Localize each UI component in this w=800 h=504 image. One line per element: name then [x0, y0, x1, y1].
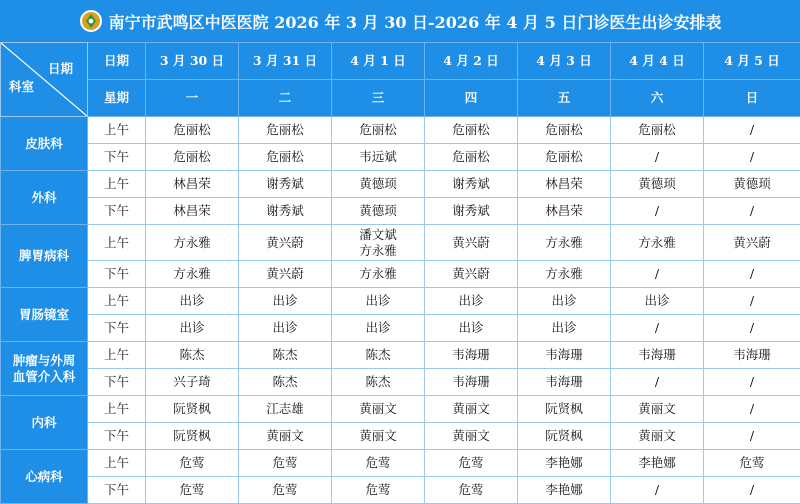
doctor-name: 黄德顼 [704, 176, 800, 192]
department-name-cell [1, 225, 88, 288]
weekday-header: 四 [425, 80, 518, 117]
period-cell: 上午 [88, 225, 146, 261]
doctor-name: 危丽松 [146, 122, 238, 138]
doctor-name: 黄丽文 [425, 428, 517, 444]
weekday-row-label: 星期 [88, 80, 146, 117]
doctor-name: 危丽松 [146, 149, 238, 165]
doctor-cell [332, 171, 425, 198]
department-name: 心病科 [25, 469, 63, 484]
corner-date-label: 日期 [48, 61, 73, 77]
doctor-name: / [704, 482, 800, 498]
doctor-cell [425, 171, 518, 198]
doctor-cell [146, 261, 239, 288]
date-header: 4 月 5 日 [704, 43, 800, 80]
doctor-cell [611, 477, 704, 504]
doctor-cell [425, 198, 518, 225]
weekday-header: 日 [704, 80, 800, 117]
doctor-cell [704, 315, 800, 342]
doctor-name: 陈杰 [146, 347, 238, 363]
doctor-name: 韦远斌 [332, 149, 424, 165]
doctor-name: 潘文斌 方永雅 [332, 227, 424, 258]
doctor-cell [611, 450, 704, 477]
date-row-label: 日期 [88, 43, 146, 80]
date-header: 4 月 1 日 [332, 43, 425, 80]
doctor-cell [704, 477, 800, 504]
doctor-cell [239, 288, 332, 315]
doctor-cell [239, 315, 332, 342]
doctor-cell [239, 117, 332, 144]
doctor-name: 方永雅 [518, 266, 610, 282]
doctor-cell [332, 423, 425, 450]
doctor-cell [239, 171, 332, 198]
doctor-name: 危丽松 [425, 122, 517, 138]
period-cell: 下午 [88, 198, 146, 225]
doctor-cell [239, 144, 332, 171]
doctor-name: 出诊 [332, 293, 424, 309]
doctor-name: 黄德顼 [332, 176, 424, 192]
doctor-name: 韦海珊 [518, 347, 610, 363]
doctor-name: 陈杰 [332, 347, 424, 363]
doctor-name: 黄丽文 [611, 428, 703, 444]
doctor-name: 危莺 [239, 455, 331, 471]
doctor-name: / [704, 293, 800, 309]
doctor-cell [239, 369, 332, 396]
doctor-name: 危莺 [704, 455, 800, 471]
department-name-cell [1, 450, 88, 504]
doctor-name: 危莺 [146, 482, 238, 498]
doctor-cell [146, 423, 239, 450]
doctor-cell [239, 450, 332, 477]
doctor-name: / [704, 203, 800, 219]
doctor-name: 黄德顼 [332, 203, 424, 219]
doctor-cell [425, 396, 518, 423]
doctor-name: 方永雅 [332, 266, 424, 282]
doctor-name: / [704, 401, 800, 417]
department-name: 脾胃病科 [19, 248, 69, 263]
department-name-cell [1, 342, 88, 396]
doctor-cell [146, 171, 239, 198]
schedule-row [1, 450, 800, 477]
doctor-cell [611, 342, 704, 369]
doctor-cell [425, 423, 518, 450]
doctor-cell [611, 396, 704, 423]
doctor-name: / [611, 320, 703, 336]
doctor-name: 出诊 [332, 320, 424, 336]
corner-header-cell [1, 43, 88, 117]
doctor-cell [332, 288, 425, 315]
doctor-name: 方永雅 [611, 235, 703, 251]
doctor-cell [332, 225, 425, 261]
doctor-name: 危莺 [239, 482, 331, 498]
doctor-cell [611, 288, 704, 315]
doctor-cell [704, 171, 800, 198]
doctor-name: 黄丽文 [425, 401, 517, 417]
doctor-cell [518, 450, 611, 477]
doctor-cell [611, 261, 704, 288]
title-bar [0, 0, 800, 42]
department-name: 胃肠镜室 [19, 307, 69, 322]
doctor-cell [425, 261, 518, 288]
doctor-name: 危莺 [332, 455, 424, 471]
doctor-cell [518, 171, 611, 198]
doctor-cell [146, 198, 239, 225]
doctor-cell [518, 198, 611, 225]
department-name-cell [1, 396, 88, 450]
doctor-name: 危莺 [425, 482, 517, 498]
weekday-header: 六 [611, 80, 704, 117]
department-name: 皮肤科 [25, 136, 63, 151]
doctor-name: 黄德顼 [611, 176, 703, 192]
doctor-name: / [704, 374, 800, 390]
doctor-cell [146, 450, 239, 477]
doctor-cell [146, 315, 239, 342]
doctor-name: 林昌荣 [146, 176, 238, 192]
doctor-name: 谢秀斌 [425, 203, 517, 219]
doctor-cell [611, 171, 704, 198]
doctor-cell [704, 225, 800, 261]
doctor-cell [518, 144, 611, 171]
schedule-row [1, 261, 800, 288]
doctor-name: 黄兴蔚 [239, 235, 331, 251]
doctor-cell [332, 117, 425, 144]
date-header: 4 月 2 日 [425, 43, 518, 80]
doctor-cell [518, 261, 611, 288]
date-header: 4 月 3 日 [518, 43, 611, 80]
doctor-cell [146, 396, 239, 423]
doctor-name: 谢秀斌 [239, 203, 331, 219]
date-header: 3 月 30 日 [146, 43, 239, 80]
doctor-cell [425, 315, 518, 342]
doctor-cell [239, 225, 332, 261]
schedule-row [1, 315, 800, 342]
doctor-cell [425, 117, 518, 144]
doctor-cell [611, 225, 704, 261]
schedule-row [1, 144, 800, 171]
date-header: 3 月 31 日 [239, 43, 332, 80]
doctor-name: 黄兴蔚 [704, 235, 800, 251]
period-cell: 下午 [88, 261, 146, 288]
doctor-name: 危丽松 [239, 149, 331, 165]
period-cell: 下午 [88, 423, 146, 450]
doctor-name: 阮贤枫 [146, 428, 238, 444]
doctor-cell [332, 144, 425, 171]
weekday-header: 三 [332, 80, 425, 117]
doctor-cell [611, 369, 704, 396]
doctor-name: 林昌荣 [518, 176, 610, 192]
doctor-name: / [704, 428, 800, 444]
doctor-name: 陈杰 [239, 374, 331, 390]
doctor-name: / [611, 266, 703, 282]
schedule-row [1, 423, 800, 450]
doctor-name: / [704, 320, 800, 336]
weekday-header: 二 [239, 80, 332, 117]
doctor-name: 黄兴蔚 [425, 235, 517, 251]
period-cell: 上午 [88, 396, 146, 423]
doctor-name: 李艳娜 [518, 482, 610, 498]
doctor-name: 出诊 [239, 320, 331, 336]
doctor-name: 兴子琦 [146, 374, 238, 390]
doctor-name: 林昌荣 [146, 203, 238, 219]
date-header: 4 月 4 日 [611, 43, 704, 80]
corner-dept-label: 科室 [9, 79, 34, 95]
period-cell: 下午 [88, 369, 146, 396]
doctor-cell [704, 261, 800, 288]
weekday-header: 一 [146, 80, 239, 117]
doctor-name: 出诊 [518, 320, 610, 336]
doctor-cell [704, 396, 800, 423]
doctor-name: 韦海珊 [704, 347, 800, 363]
doctor-cell [332, 315, 425, 342]
doctor-cell [518, 225, 611, 261]
doctor-name: 危莺 [332, 482, 424, 498]
period-cell: 上午 [88, 288, 146, 315]
department-name: 内科 [31, 415, 56, 430]
doctor-name: 黄丽文 [332, 428, 424, 444]
page-title: 南宁市武鸣区中医医院 2026 年 3 月 30 日-2026 年 4 月 5 日门诊医生出诊安排表 [109, 10, 722, 33]
period-cell: 上午 [88, 117, 146, 144]
doctor-cell [425, 144, 518, 171]
doctor-cell [332, 477, 425, 504]
doctor-name: 黄丽文 [611, 401, 703, 417]
doctor-name: 危丽松 [518, 122, 610, 138]
doctor-cell [704, 198, 800, 225]
doctor-name: 韦海珊 [425, 374, 517, 390]
doctor-cell [518, 117, 611, 144]
doctor-name: 陈杰 [332, 374, 424, 390]
doctor-name: / [611, 203, 703, 219]
doctor-name: 李艳娜 [518, 455, 610, 471]
doctor-name: / [704, 149, 800, 165]
doctor-cell [518, 315, 611, 342]
doctor-name: 李艳娜 [611, 455, 703, 471]
doctor-name: / [611, 482, 703, 498]
doctor-name: 江志雄 [239, 401, 331, 417]
doctor-cell [146, 477, 239, 504]
period-cell: 下午 [88, 477, 146, 504]
hospital-logo-icon [79, 9, 103, 33]
doctor-cell [518, 423, 611, 450]
doctor-name: 出诊 [146, 320, 238, 336]
doctor-cell [425, 450, 518, 477]
period-cell: 上午 [88, 450, 146, 477]
doctor-cell [704, 450, 800, 477]
department-name-cell [1, 117, 88, 171]
doctor-cell [239, 423, 332, 450]
doctor-name: 谢秀斌 [239, 176, 331, 192]
doctor-name: 黄丽文 [239, 428, 331, 444]
schedule-row [1, 369, 800, 396]
doctor-cell [239, 477, 332, 504]
doctor-name: 危莺 [425, 455, 517, 471]
doctor-name: 方永雅 [518, 235, 610, 251]
doctor-cell [704, 144, 800, 171]
doctor-cell [239, 198, 332, 225]
doctor-cell [425, 342, 518, 369]
period-cell: 下午 [88, 315, 146, 342]
doctor-cell [425, 288, 518, 315]
schedule-row [1, 342, 800, 369]
doctor-cell [425, 477, 518, 504]
doctor-cell [332, 369, 425, 396]
period-cell: 上午 [88, 342, 146, 369]
department-name: 肿瘤与外周 血管介入科 [13, 353, 76, 384]
doctor-cell [611, 198, 704, 225]
doctor-name: / [704, 122, 800, 138]
doctor-name: / [611, 149, 703, 165]
doctor-name: 阮贤枫 [146, 401, 238, 417]
doctor-cell [518, 396, 611, 423]
schedule-table [0, 42, 800, 504]
doctor-cell [611, 315, 704, 342]
doctor-cell [704, 342, 800, 369]
doctor-name: 谢秀斌 [425, 176, 517, 192]
doctor-name: 黄兴蔚 [425, 266, 517, 282]
doctor-name: 出诊 [425, 320, 517, 336]
schedule-row [1, 288, 800, 315]
doctor-name: 方永雅 [146, 266, 238, 282]
department-name-cell [1, 288, 88, 342]
doctor-name: 方永雅 [146, 235, 238, 251]
doctor-name: 陈杰 [239, 347, 331, 363]
schedule-row [1, 117, 800, 144]
doctor-name: 出诊 [425, 293, 517, 309]
doctor-name: 阮贤枫 [518, 428, 610, 444]
doctor-name: 危丽松 [518, 149, 610, 165]
doctor-name: / [611, 374, 703, 390]
doctor-name: 韦海珊 [611, 347, 703, 363]
doctor-name: 林昌荣 [518, 203, 610, 219]
doctor-cell [146, 369, 239, 396]
doctor-name: 危丽松 [611, 122, 703, 138]
doctor-cell [332, 396, 425, 423]
doctor-name: 危丽松 [239, 122, 331, 138]
doctor-cell [332, 450, 425, 477]
weekday-header: 五 [518, 80, 611, 117]
period-cell: 上午 [88, 171, 146, 198]
doctor-cell [239, 396, 332, 423]
doctor-cell [518, 342, 611, 369]
doctor-cell [239, 342, 332, 369]
doctor-cell [611, 117, 704, 144]
doctor-cell [332, 261, 425, 288]
doctor-cell [146, 342, 239, 369]
doctor-name: 黄丽文 [332, 401, 424, 417]
department-name-cell [1, 171, 88, 225]
doctor-cell [518, 477, 611, 504]
doctor-cell [611, 144, 704, 171]
doctor-cell [704, 423, 800, 450]
doctor-cell [704, 117, 800, 144]
doctor-cell [332, 342, 425, 369]
schedule-row [1, 396, 800, 423]
doctor-cell [146, 117, 239, 144]
department-name: 外科 [31, 190, 56, 205]
doctor-name: 出诊 [239, 293, 331, 309]
schedule-row [1, 171, 800, 198]
doctor-cell [518, 369, 611, 396]
doctor-cell [146, 288, 239, 315]
doctor-cell [425, 225, 518, 261]
doctor-name: 韦海珊 [518, 374, 610, 390]
doctor-cell [518, 288, 611, 315]
doctor-cell [146, 144, 239, 171]
doctor-name: 黄兴蔚 [239, 266, 331, 282]
doctor-cell [704, 288, 800, 315]
doctor-name: 危丽松 [332, 122, 424, 138]
doctor-cell [332, 198, 425, 225]
doctor-name: 阮贤枫 [518, 401, 610, 417]
doctor-cell [239, 261, 332, 288]
doctor-name: / [704, 266, 800, 282]
period-cell: 下午 [88, 144, 146, 171]
schedule-row [1, 198, 800, 225]
schedule-row [1, 225, 800, 261]
doctor-name: 危丽松 [425, 149, 517, 165]
doctor-cell [704, 369, 800, 396]
doctor-name: 危莺 [146, 455, 238, 471]
doctor-name: 韦海珊 [425, 347, 517, 363]
doctor-cell [146, 225, 239, 261]
doctor-name: 出诊 [146, 293, 238, 309]
doctor-name: 出诊 [611, 293, 703, 309]
schedule-row [1, 477, 800, 504]
doctor-name: 出诊 [518, 293, 610, 309]
doctor-cell [611, 423, 704, 450]
doctor-cell [425, 369, 518, 396]
